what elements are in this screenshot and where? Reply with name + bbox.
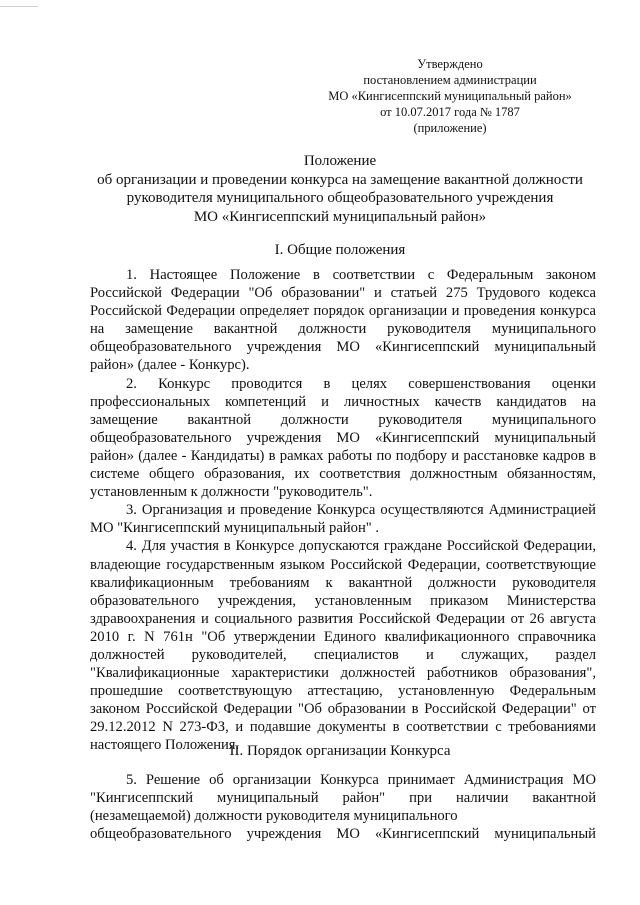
word: «Кингисеппский bbox=[374, 826, 480, 842]
title-line: МО «Кингисеппский муниципальный район» bbox=[193, 208, 487, 225]
word: учреждения bbox=[246, 826, 322, 842]
paragraph-5: 5. Решение об организации Конкурса принимает Администрация МО "Кингисеппский муниципальный район" при наличии вакантной (незамещаемой) должности руководителя муниципального bbox=[90, 772, 596, 825]
section-general-body bbox=[90, 266, 596, 755]
word: МО bbox=[336, 826, 360, 842]
approval-line: (приложение) bbox=[413, 121, 487, 135]
paragraph-2: 2. Конкурс проводится в целях совершенствования оценки профессиональных компетенций и личностных качеств кандидатов на замещение вакантной должности руководителя муниципального общеобразовательного учреждения МО «Кингисеппский муниципальный район» (далее - Кандидаты) в рамках работы по подбору и расстановке кадров в системе общего образования, их соответствия должностным обязанностям, установленным к должности "руководитель". bbox=[90, 375, 596, 501]
approval-line: постановлением администрации bbox=[363, 73, 537, 87]
paragraph-3: 3. Организация и проведение Конкурса осуществляются Администрацией МО "Кингисеппский муниципальный район" . bbox=[90, 502, 596, 537]
approval-stamp bbox=[300, 56, 600, 136]
approval-line: Утверждено bbox=[417, 57, 483, 71]
document-title bbox=[70, 152, 610, 226]
title-line: руководителя муниципального общеобразовательного учреждения bbox=[126, 190, 554, 206]
paragraph-5-continued bbox=[90, 825, 596, 843]
word: общеобразовательного bbox=[90, 826, 232, 842]
title-line: об организации и проведении конкурса на замещение вакантной должности bbox=[97, 171, 583, 188]
section-heading-procedure: II. Порядок организации Конкурса bbox=[229, 743, 451, 759]
paragraph-1: 1. Настоящее Положение в соответствии с Федеральным законом Российской Федерации "Об образовании" и статьей 275 Трудового кодекса Российской Федерации определяет порядок организации и проведения конкурса на замещение вакантной должности руководителя муниципального общеобразовательного учреждения МО «Кингисеппский муниципальный район» (далее - Конкурс). bbox=[90, 267, 596, 374]
section-heading-general: I. Общие положения bbox=[274, 242, 406, 258]
scan-edge-mark bbox=[0, 6, 38, 7]
paragraph-4: 4. Для участия в Конкурсе допускаются граждане Российской Федерации, владеющие государственным языком Российской Федерации, соответствующие квалификационным требованиям к вакантной должности руководителя образовательного учреждения, установленным приказом Министерства здравоохранения и социального развития Российской Федерации от 26 августа 2010 г. N 761н "Об утверждении Единого квалификационного справочника должностей руководителей, специалистов и служащих, раздел "Квалификационные характеристики должностей работников образования", прошедшие соответствующую аттестацию, установленную Федеральным законом Российской Федерации "Об образовании в Российской Федерации" от 29.12.2012 N 273-ФЗ, и подавшие документы в соответствии с требованиями настоящего Положения. bbox=[90, 538, 596, 754]
approval-line: МО «Кингисеппский муниципальный район» bbox=[328, 89, 572, 103]
section-procedure-body bbox=[90, 771, 596, 825]
word: муниципальный bbox=[494, 826, 596, 842]
title-line: Положение bbox=[303, 153, 377, 169]
approval-line: от 10.07.2017 года № 1787 bbox=[380, 105, 520, 119]
